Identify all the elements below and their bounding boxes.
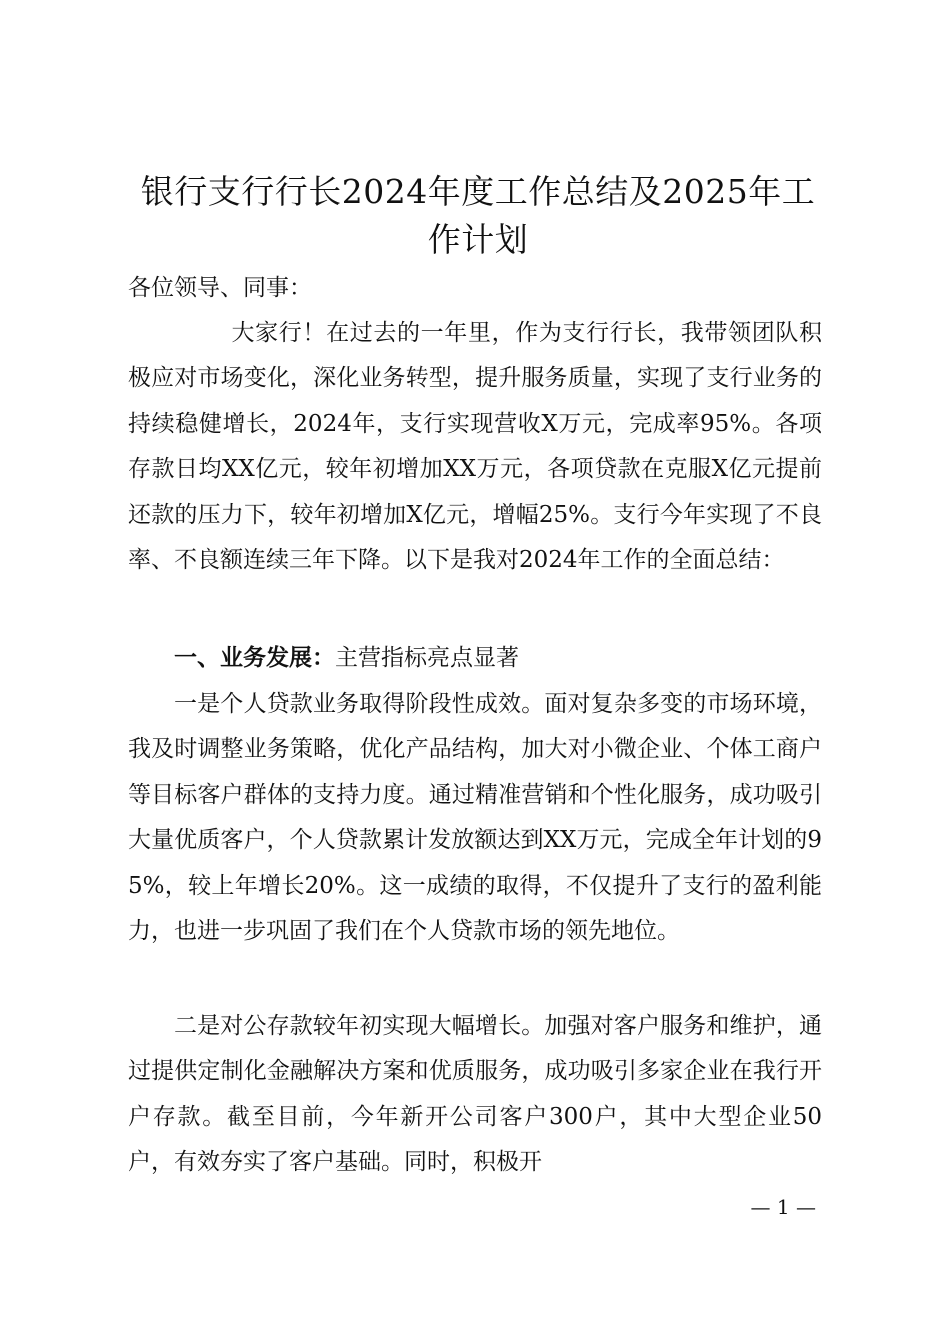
section-heading-label: 一、业务发展： xyxy=(174,645,335,671)
section-heading xyxy=(128,636,822,681)
section-heading-text: 主营指标亮点显著 xyxy=(335,645,519,671)
intro-paragraph: 大家行！在过去的一年里，作为支行行长，我带领团队积极应对市场变化，深化业务转型，提升服务质量，实现了支行业务的持续稳健增长，2024年，支行实现营收X万元，完成率95%。各项存款日均XX亿元，较年初增加XX万元，各项贷款在克服X亿元提前还款的压力下，较年初增加X亿元，增幅25%。支行今年实现了不良率、不良额连续三年下降。以下是我对2024年工作的全面总结： xyxy=(128,320,822,574)
document-title: 银行支行行长2024年度工作总结及2025年工作计划 xyxy=(140,172,816,259)
corporate-deposits-paragraph: 二是对公存款较年初实现大幅增长。加强对客户服务和维护，通过提供定制化金融解决方案和优质服务，成功吸引多家企业在我行开户存款。截至目前，今年新开公司客户300户，其中大型企业50户，有效夯实了客户基础。同时，积极开 xyxy=(128,1013,822,1176)
salutation: 各位领导、同事： xyxy=(128,275,312,301)
page-number: — 1 — xyxy=(750,1195,816,1219)
personal-loans-paragraph: 一是个人贷款业务取得阶段性成效。面对复杂多变的市场环境，我及时调整业务策略，优化产品结构，加大对小微企业、个体工商户等目标客户群体的支持力度。通过精准营销和个性化服务，成功吸引大量优质客户，个人贷款累计发放额达到XX万元，完成全年计划的95%，较上年增长20%。这一成绩的取得，不仅提升了支行的盈利能力，也进一步巩固了我们在个人贷款市场的领先地位。 xyxy=(128,691,822,945)
